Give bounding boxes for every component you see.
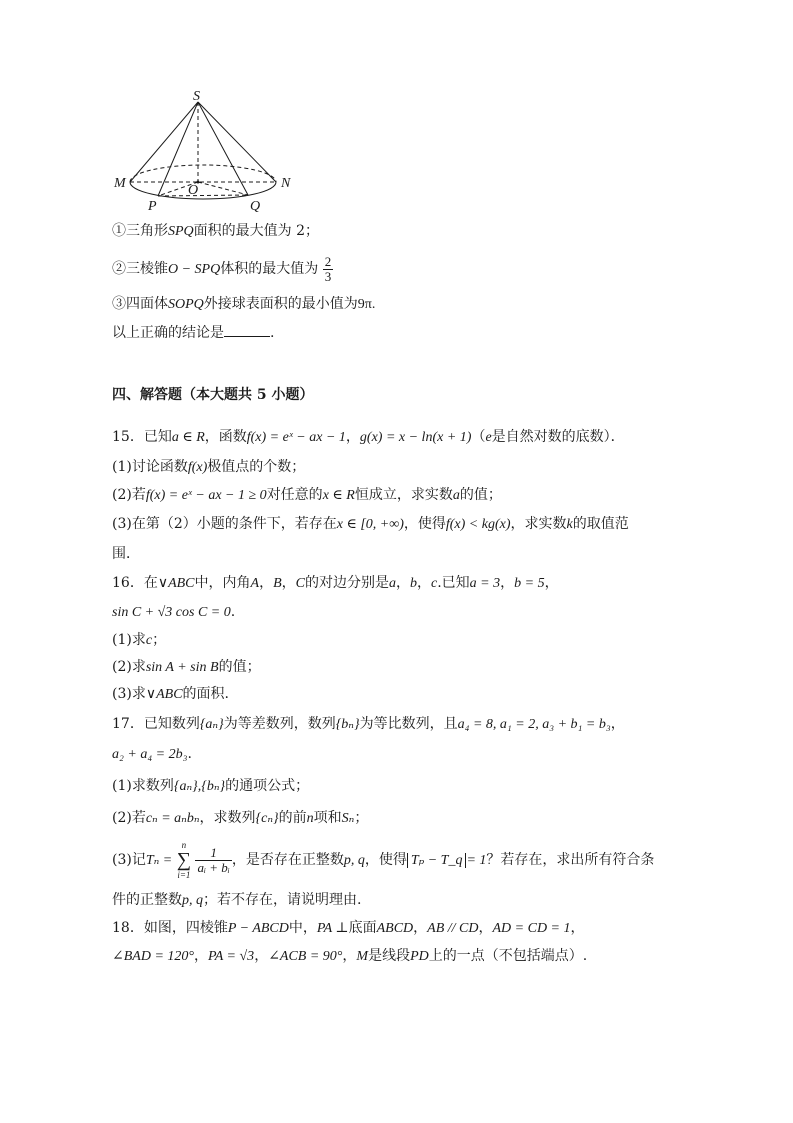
statement-1: ①三角形SPQ面积的最大值为 2； xyxy=(112,223,320,239)
label-S: S xyxy=(193,89,200,104)
q18-line-2: ∠BAD = 120°，PA = √3，∠ACB = 90°，M是线段PD上的一点（不包括端点）. xyxy=(112,948,588,964)
segment-PQ xyxy=(158,195,248,196)
q16-part-1: (1)求c； xyxy=(112,632,167,648)
q17-part-2: (2)若cₙ = aₙbₙ，求数列{cₙ}的前n项和Sₙ； xyxy=(112,810,369,826)
q15-part-3: (3)在第（2）小题的条件下，若存在x ∈ [0, +∞)，使得f(x) < kg(x)，求实数k的取值范 xyxy=(112,516,629,532)
q17-part-3-cont: 件的正整数p, q；若不存在，请说明理由. xyxy=(112,892,362,908)
q15-part-2: (2)若f(x) = eˣ − ax − 1 ≥ 0对任意的x ∈ R恒成立，求实数a的值； xyxy=(112,487,502,503)
fraction-two-thirds: $\frac{2}{3}$ xyxy=(324,253,332,284)
q16-line-2: sin C + √3 cos C = 0. xyxy=(112,604,236,620)
edge-SP xyxy=(158,102,198,196)
label-M: M xyxy=(114,176,126,191)
edge-SM xyxy=(130,102,198,182)
q15-line-1: 15．已知a ∈ R，函数f(x) = eˣ − ax − 1，g(x) = x − ln(x + 1)（e是自然对数的底数）． xyxy=(112,429,625,445)
label-O: O xyxy=(188,183,199,198)
conclusion-line: 以上正确的结论是 . xyxy=(112,322,274,343)
fraction-sum-term: $\frac{1}{\text{aᵢ + bᵢ}}$ xyxy=(197,844,230,875)
summation: n ∑ i=1 xyxy=(176,840,191,880)
label-Q: Q xyxy=(250,199,261,213)
q16-part-2: (2)求sin A + sin B的值； xyxy=(112,659,261,675)
q16-line-1: 16．在∨ABC中，内角A，B，C的对边分别是a，b，c.已知a = 3，b = 5， xyxy=(112,575,559,591)
statement-2: ②三棱锥O − SPQ体积的最大值为 $\frac{2}{3}$ xyxy=(112,253,332,284)
label-N: N xyxy=(281,176,291,191)
q16-part-3: (3)求∨ABC的面积. xyxy=(112,686,229,702)
cone-figure xyxy=(108,88,298,213)
q17-line-1: 17．已知数列{aₙ}为等差数列，数列{bₙ}为等比数列，且a₄ = 8, a₁ = 2, a₃ + b₁ = b₃， xyxy=(112,716,625,732)
q18-line-1: 18．如图，四棱锥P − ABCD中，PA ⊥底面ABCD，AB // CD，AD = CD = 1， xyxy=(112,920,585,936)
cone-base-back xyxy=(130,165,276,182)
segment-OQ xyxy=(198,182,248,195)
q17-part-3: (3)记Tₙ = n ∑ i=1 $\frac{1}{\text{aᵢ + bᵢ}}$ ，是否存在正整数p, q，使得 Tₚ − T_q = 1？若存在，求出所有符合条 xyxy=(112,840,655,880)
cone-base-front xyxy=(130,182,276,199)
label-P: P xyxy=(148,199,157,213)
statement-3: ③四面体SOPQ外接球表面积的最小值为9π. xyxy=(112,296,376,312)
q17-part-1: (1)求数列{aₙ},{bₙ}的通项公式； xyxy=(112,778,310,794)
section-title: 四、解答题（本大题共 5 小题） xyxy=(112,387,314,403)
q15-part-3-cont: 围． xyxy=(112,546,140,562)
q17-line-2: a₂ + a₄ = 2b₃. xyxy=(112,746,192,762)
edge-SQ xyxy=(198,102,248,195)
answer-blank xyxy=(224,322,270,337)
q15-part-1: (1)讨论函数f(x)极值点的个数； xyxy=(112,459,306,475)
edge-SN xyxy=(198,102,276,182)
